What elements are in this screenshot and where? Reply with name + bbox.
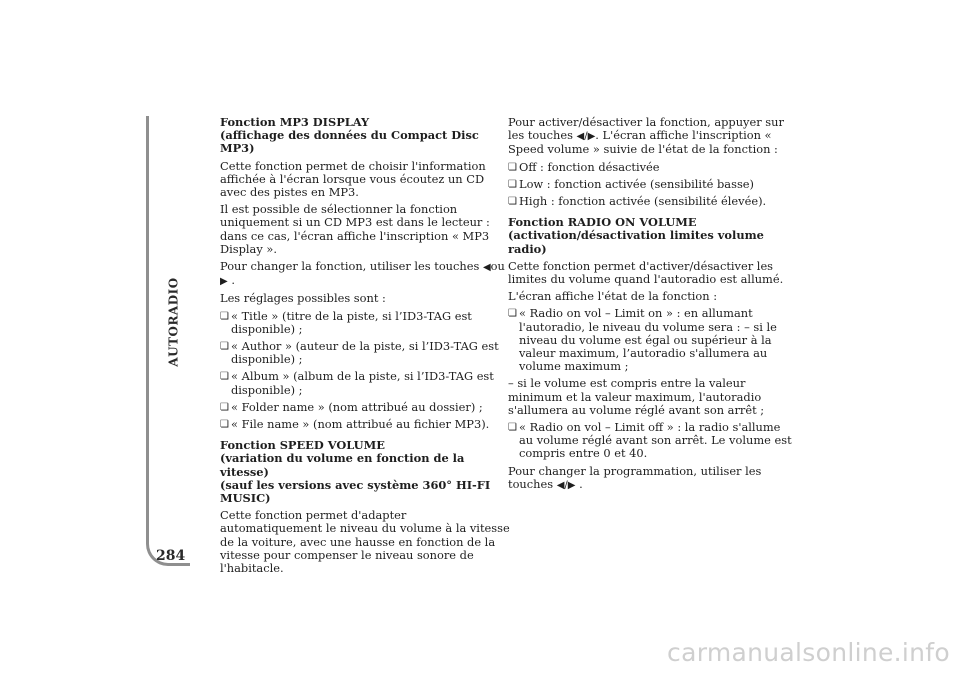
- paragraph: Cette fonction permet de choisir l'information affichée à l'écran lorsque vous écoutez un CD avec des pistes en MP3.: [220, 158, 486, 200]
- paragraph: Cette fonction permet d'adapter automatiquement le niveau du volume à la vitesse de la voiture, avec une hausse en fonction de la vitesse pour compenser le niveau sonore de l'habitacle.: [220, 508, 510, 576]
- paragraph-activate: Pour activer/désactiver la fonction, appuyer sur les touches ◀/▶. L'écran affiche l'inscription « Speed volume » suivie de l'état de la fonction :: [508, 115, 784, 157]
- heading-radio-on-volume-subtitle: (activation/désactivation limites volume radio): [508, 228, 764, 256]
- heading-mp3-display: [220, 116, 510, 156]
- list-item: ❏ « File name » (nom attribué au fichier MP3).: [220, 418, 510, 431]
- heading-mp3-display-title: Fonction MP3 DISPLAY: [220, 115, 370, 129]
- chapter-label: [164, 252, 184, 392]
- list-item: ❏ « Author » (auteur de la piste, si l’ID3-TAG est disponible) ;: [220, 340, 510, 366]
- paragraph: – si le volume est compris entre la valeur minimum et la valeur maximum, l'autoradio s'allumera au volume réglé avant son arrêt ;: [508, 376, 765, 417]
- heading-speed-volume: [220, 439, 510, 505]
- list-item: ❏ « Radio on vol – Limit off » : la radio s'allume au volume réglé avant son arrêt. Le volume est compris entre 0 et 40.: [508, 421, 798, 461]
- list-item: ❏ « Folder name » (nom attribué au dossier) ;: [220, 401, 510, 414]
- list-item: ❏ « Title » (titre de la piste, si l’ID3-TAG est disponible) ;: [220, 310, 510, 336]
- list-item: ❏ Low : fonction activée (sensibilité basse): [508, 178, 798, 191]
- paragraph-change-programming: Pour changer la programmation, utiliser les touches ◀/▶ .: [508, 463, 762, 491]
- heading-radio-on-volume-title: Fonction RADIO ON VOLUME: [508, 215, 697, 230]
- paragraph-change-function: Pour changer la fonction, utiliser les touches ◀ou ▶ .: [220, 259, 505, 288]
- list-item: ❏ High : fonction activée (sensibilité élevée).: [508, 195, 798, 208]
- margin-rule: [146, 116, 149, 539]
- heading-speed-volume-note: (sauf les versions avec système 360° HI-FI MUSIC): [220, 477, 491, 506]
- arrow-right-icon: ▶: [220, 276, 228, 288]
- list-item: ❏ « Album » (album de la piste, si l’ID3-TAG est disponible) ;: [220, 370, 510, 396]
- heading-mp3-display-subtitle: (affichage des données du Compact Disc MP3): [220, 128, 479, 156]
- heading-speed-volume-title: Fonction SPEED VOLUME: [220, 438, 385, 453]
- paragraph: Cette fonction permet d'activer/désactiver les limites du volume quand l'autoradio est allumé.: [508, 258, 784, 287]
- right-column: [508, 116, 798, 496]
- left-column: [220, 116, 510, 579]
- page-number: 284: [156, 548, 186, 564]
- list-item: ❏ « Radio on vol – Limit on » : en allumant l'autoradio, le niveau du volume sera : – si le niveau du volume est égal ou supérieur à la valeur maximum, l’autoradio s'allumera au volume maximum ;: [508, 307, 798, 373]
- paragraph: L'écran affiche l'état de la fonction :: [508, 289, 718, 304]
- watermark: carmanualsonline.info: [667, 638, 950, 667]
- paragraph: Les réglages possibles sont :: [220, 291, 386, 306]
- list-item: ❏ Off : fonction désactivée: [508, 161, 798, 174]
- arrow-left-icon: ◀: [482, 262, 491, 274]
- paragraph: Il est possible de sélectionner la fonction uniquement si un CD MP3 est dans le lecteur : dans ce cas, l'écran affiche l'inscription « MP3 Display ».: [220, 202, 490, 256]
- heading-speed-volume-subtitle: (variation du volume en fonction de la vitesse): [220, 451, 465, 479]
- chapter-label-text: AUTORADIO: [166, 277, 181, 367]
- heading-radio-on-volume: [508, 216, 798, 256]
- arrow-left-right-icon: ◀/▶: [576, 131, 596, 143]
- arrow-left-right-icon: ◀/▶: [556, 479, 576, 491]
